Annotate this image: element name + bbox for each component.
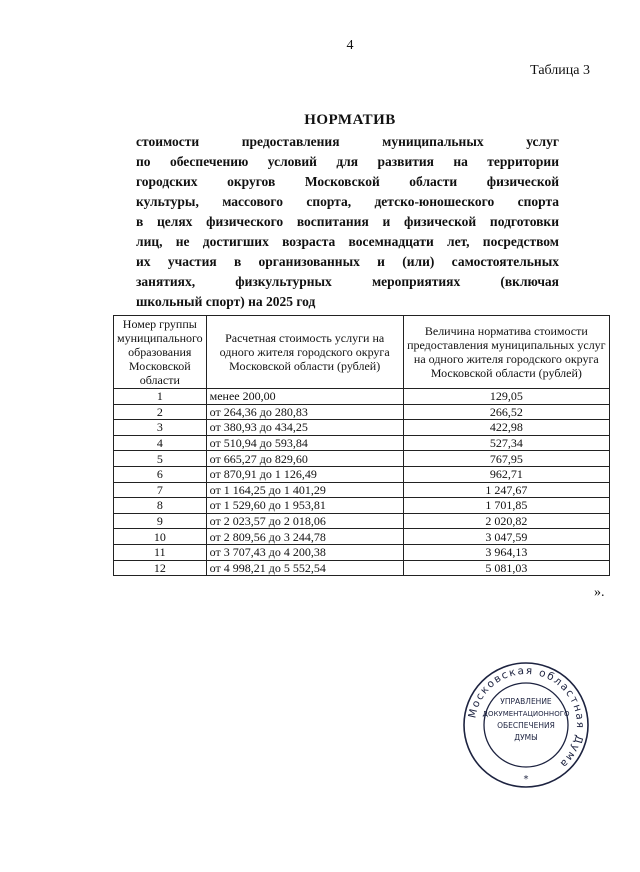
table-row (114, 560, 610, 576)
table-row (114, 513, 610, 529)
table-row (114, 482, 610, 498)
cell-range: от 665,27 до 829,60 (206, 451, 403, 467)
cell-group: 9 (114, 513, 207, 529)
subtitle-line: культуры, массового спорта, детско-юношеского спорта (136, 194, 559, 209)
cell-group: 5 (114, 451, 207, 467)
table-row (114, 435, 610, 451)
cell-range: от 4 998,21 до 5 552,54 (206, 560, 403, 576)
cell-range: от 1 164,25 до 1 401,29 (206, 482, 403, 498)
cell-group: 3 (114, 420, 207, 436)
subtitle-line: их участия в организованных и (или) самостоятельных (136, 254, 559, 269)
cell-range: менее 200,00 (206, 389, 403, 405)
subtitle-line: занятиях, физкультурных мероприятиях (включая (136, 274, 559, 289)
cell-group: 11 (114, 544, 207, 560)
table-row (114, 529, 610, 545)
document-subtitle (136, 132, 559, 312)
cell-range: от 2 023,57 до 2 018,06 (206, 513, 403, 529)
stamp-center-line: ДУМЫ (514, 733, 538, 742)
subtitle-line: школьный спорт) на 2025 год (136, 294, 316, 309)
cell-norm: 767,95 (403, 451, 609, 467)
cell-norm: 129,05 (403, 389, 609, 405)
cell-range: от 510,94 до 593,84 (206, 435, 403, 451)
cell-norm: 527,34 (403, 435, 609, 451)
cell-range: от 1 529,60 до 1 953,81 (206, 498, 403, 514)
cell-range: от 264,36 до 280,83 (206, 404, 403, 420)
closing-quote-mark: ». (594, 585, 605, 600)
table-row (114, 498, 610, 514)
cell-norm: 266,52 (403, 404, 609, 420)
cell-norm: 3 047,59 (403, 529, 609, 545)
subtitle-line: в целях физического воспитания и физической подготовки (136, 214, 559, 229)
cell-group: 7 (114, 482, 207, 498)
subtitle-line: по обеспечению условий для развития на территории (136, 154, 559, 169)
cell-range: от 3 707,43 до 4 200,38 (206, 544, 403, 560)
document-title: НОРМАТИВ (304, 112, 396, 128)
cell-range: от 870,91 до 1 126,49 (206, 466, 403, 482)
table-label: Таблица 3 (530, 63, 590, 78)
table-header-row (114, 316, 610, 389)
table-row (114, 404, 610, 420)
stamp-star-icon: * (523, 774, 529, 785)
cell-group: 8 (114, 498, 207, 514)
stamp-center-line: УПРАВЛЕНИЕ (500, 697, 552, 706)
table-row (114, 451, 610, 467)
page-number: 4 (346, 38, 354, 53)
cell-norm: 422,98 (403, 420, 609, 436)
subtitle-line: стоимости предоставления муниципальных услуг (136, 134, 559, 149)
cell-group: 1 (114, 389, 207, 405)
header-group-number: Номер группы муниципального образования Московской области (114, 316, 207, 389)
table-row (114, 420, 610, 436)
subtitle-line: лиц, не достигших возраста восемнадцати лет, посредством (136, 234, 559, 249)
cell-group: 10 (114, 529, 207, 545)
stamp-center-line: ОБЕСПЕЧЕНИЯ (497, 721, 555, 730)
cell-norm: 1 247,67 (403, 482, 609, 498)
table-row (114, 466, 610, 482)
cell-group: 6 (114, 466, 207, 482)
header-norm-value: Величина норматива стоимости предоставления муниципальных услуг на одного жителя городского округа Московской области (рублей) (403, 316, 609, 389)
cell-norm: 1 701,85 (403, 498, 609, 514)
cell-range: от 380,93 до 434,25 (206, 420, 403, 436)
stamp-center-line: ДОКУМЕНТАЦИОННОГО (482, 710, 570, 718)
cell-group: 4 (114, 435, 207, 451)
subtitle-line: городских округов Московской области физической (136, 174, 559, 189)
norm-table (113, 315, 610, 576)
cell-norm: 3 964,13 (403, 544, 609, 560)
official-stamp (461, 660, 591, 790)
cell-group: 2 (114, 404, 207, 420)
cell-group: 12 (114, 560, 207, 576)
stamp-ring-text-path: Московская областная Дума (466, 664, 587, 771)
table-row (114, 544, 610, 560)
table-row (114, 389, 610, 405)
header-estimated-cost: Расчетная стоимость услуги на одного жителя городского округа Московской области (рублей) (206, 316, 403, 389)
cell-norm: 962,71 (403, 466, 609, 482)
cell-range: от 2 809,56 до 3 244,78 (206, 529, 403, 545)
cell-norm: 5 081,03 (403, 560, 609, 576)
cell-norm: 2 020,82 (403, 513, 609, 529)
